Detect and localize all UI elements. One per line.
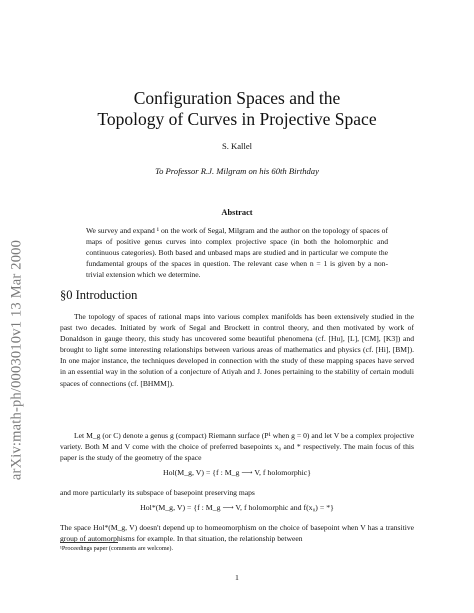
title-line-2: Topology of Curves in Projective Space (97, 109, 377, 129)
author: S. Kallel (221, 141, 253, 151)
abstract-heading: Abstract (221, 208, 253, 217)
intro-paragraph: The topology of spaces of rational maps into various complex manifolds has been extensively studied in the past two decades. Initiated by work of Segal and Brockett in control theory, and then motivated by work of Donaldson in gauge theory, this study has uncovered some beautiful phenomena (cf. [Hu], [L], [CM], [K3]) and brought to light some interesting relationships between various areas of mathematics and physics (cf. [Hi], [BM]). In one major instance, the techniques developed in connection with the study of these mapping spaces have served in an essential way in the solution of a conjecture of Atiyah and J. Jones pertaining to the stability of certain moduli spaces of connections (cf. [BHMM]). (60, 312, 414, 388)
page-number: 1 (235, 573, 239, 582)
display-equation-1: Hol(M_g, V) = {f : M_g ⟶ V, f holomorphic} (162, 468, 312, 477)
paragraph-4: The space Hol*(M_g, V) doesn't depend up to homeomorphism on the choice of basepoint when V has a transitive group of automorphisms for example. In that situation, the relationship between (60, 523, 414, 544)
abstract-text: We survey and expand ¹ on the work of Segal, Milgram and the author on the topology of spaces of maps of positive genus curves into complex projective space (in both the holomorphic and continuous categories). Both based and unbased maps are studied and in particular we compute the fundamental groups of the spaces in question. The relevant case when n = 1 is given by a non-trivial extension which we determine. (86, 226, 388, 279)
footnote-rule (60, 542, 118, 543)
section-heading: §0 Introduction (60, 288, 138, 302)
paragraph-3: and more particularly its subspace of basepoint preserving maps (60, 488, 255, 497)
paper-title (60, 88, 414, 130)
dedication: To Professor R.J. Milgram on his 60th Birthday (155, 166, 319, 176)
footnote: ¹Proceedings paper (comments are welcome). (60, 545, 174, 552)
display-equation-2: Hol*(M_g, V) = {f : M_g ⟶ V, f holomorphic and f(x₀) = *} (140, 503, 334, 512)
title-line-1: Configuration Spaces and the (133, 88, 341, 108)
paragraph-2: Let M_g (or C) denote a genus g (compact) Riemann surface (P¹ when g = 0) and let V be a complex projective variety. Both M and V come with the choice of preferred basepoints x₀ and * respectively. The main focus of this paper is the study of the geometry of the space (60, 431, 414, 463)
arxiv-stamp-text: arXiv:math-ph/0003010v1 13 Mar 2000 (8, 239, 25, 481)
arxiv-stamp (4, 150, 30, 570)
